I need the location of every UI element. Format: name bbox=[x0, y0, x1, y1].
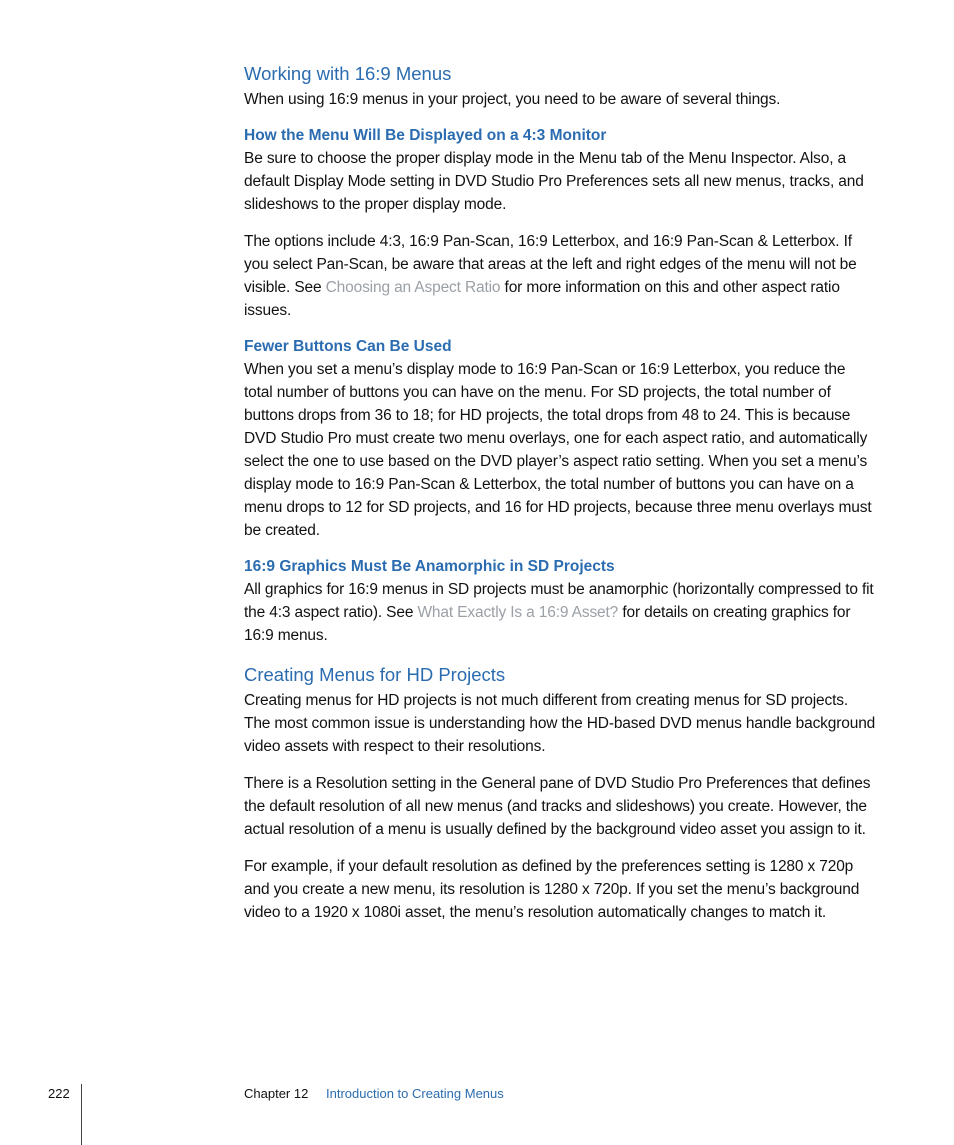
fewer-buttons-paragraph: When you set a menu’s display mode to 16:9 Pan-Scan or 16:9 Letterbox, you reduce the total number of buttons you can have on the menu. For SD projects, the total number of buttons drops from 36 to 18; for HD projects, the total drops from 48 to 24. This is because DVD Studio Pro must create two menu overlays, one for each aspect ratio, and automatically select the one to use based on the DVD player’s aspect ratio setting. When you set a menu’s display mode to 16:9 Pan-Scan & Letterbox, the total number of buttons you can have on a menu drops to 12 for SD projects, and 16 for HD projects, because three menu overlays must be created. bbox=[244, 361, 872, 539]
page-content bbox=[244, 60, 876, 924]
display-paragraph-1: Be sure to choose the proper display mode in the Menu tab of the Menu Inspector. Also, a default Display Mode setting in DVD Studio Pro Preferences sets all new menus, tracks, and slideshows to the proper display mode. bbox=[244, 150, 864, 213]
what-is-16-9-asset-link[interactable]: What Exactly Is a 16:9 Asset? bbox=[417, 604, 619, 621]
page-number: 222 bbox=[48, 1086, 70, 1101]
anamorphic-text-b: for details on creating graphics for 16:9 menus. bbox=[244, 604, 851, 644]
chapter-label: Chapter 12 bbox=[244, 1086, 309, 1101]
hd-paragraph-1: Creating menus for HD projects is not much different from creating menus for SD projects. The most common issue is understanding how the HD-based DVD menus handle background video assets with respect to their resolutions. bbox=[244, 692, 876, 755]
anamorphic-paragraph bbox=[244, 578, 876, 647]
display-paragraph-2 bbox=[244, 230, 876, 322]
footer-divider bbox=[81, 1084, 82, 1145]
intro-paragraph: When using 16:9 menus in your project, you need to be aware of several things. bbox=[244, 91, 781, 108]
hd-paragraph-2: There is a Resolution setting in the General pane of DVD Studio Pro Preferences that defines the default resolution of all new menus (and tracks and slideshows) you create. However, the actual resolution of a menu is usually defined by the background video asset you assign to it. bbox=[244, 775, 871, 838]
anamorphic-text-a: All graphics for 16:9 menus in SD projects must be anamorphic (horizontally compressed to fit the 4:3 aspect ratio). See bbox=[244, 581, 874, 621]
section-title-16-9-menus: Working with 16:9 Menus bbox=[244, 63, 452, 84]
subhead-display-4-3: How the Menu Will Be Displayed on a 4:3 Monitor bbox=[244, 127, 607, 144]
choosing-aspect-ratio-link[interactable]: Choosing an Aspect Ratio bbox=[325, 279, 501, 296]
display-paragraph-2-text-a: The options include 4:3, 16:9 Pan-Scan, 16:9 Letterbox, and 16:9 Pan-Scan & Letterbox. If you select Pan-Scan, be aware that areas at the left and right edges of the menu will not be visible. See bbox=[244, 233, 857, 296]
display-paragraph-2-text-b: for more information on this and other aspect ratio issues. bbox=[244, 279, 840, 319]
hd-paragraph-3: For example, if your default resolution as defined by the preferences setting is 1280 x 720p and you create a new menu, its resolution is 1280 x 720p. If you set the menu’s background video to a 1920 x 1080i asset, the menu’s resolution automatically changes to match it. bbox=[244, 858, 860, 921]
chapter-title: Introduction to Creating Menus bbox=[326, 1086, 504, 1101]
subhead-fewer-buttons: Fewer Buttons Can Be Used bbox=[244, 338, 452, 355]
page-footer bbox=[0, 1080, 954, 1145]
subhead-anamorphic: 16:9 Graphics Must Be Anamorphic in SD Projects bbox=[244, 558, 615, 575]
section-title-hd-projects: Creating Menus for HD Projects bbox=[244, 664, 506, 685]
